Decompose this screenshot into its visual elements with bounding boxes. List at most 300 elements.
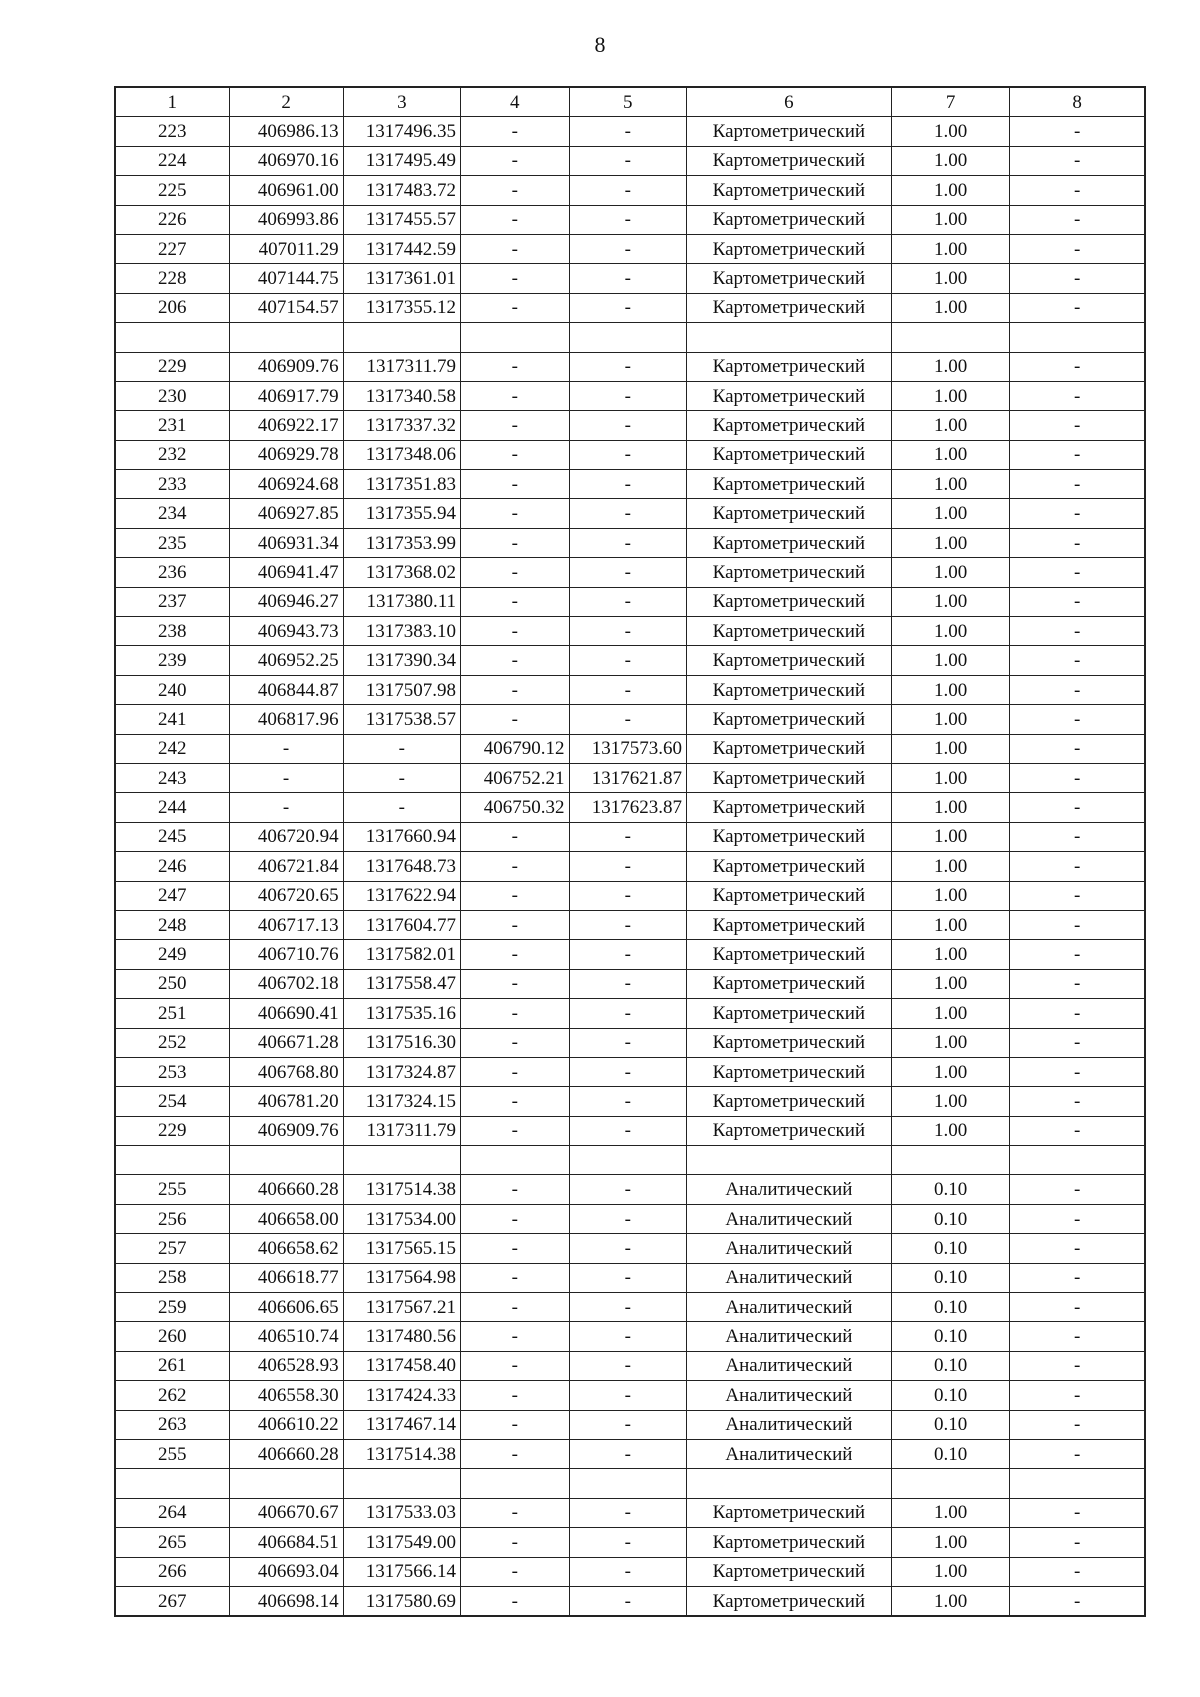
method-cell: Аналитический	[686, 1381, 891, 1410]
note-cell: -	[1010, 293, 1145, 322]
table-row	[115, 1293, 1145, 1322]
accuracy-cell	[891, 323, 1010, 352]
y-coordinate-alt-cell: -	[569, 352, 686, 381]
table-row	[115, 763, 1145, 792]
separator-row	[115, 1146, 1145, 1175]
point-number-cell: 236	[115, 558, 229, 587]
note-cell: -	[1010, 969, 1145, 998]
x-coordinate-cell: -	[229, 793, 343, 822]
y-coordinate-cell: 1317534.00	[343, 1204, 460, 1233]
note-cell: -	[1010, 675, 1145, 704]
y-coordinate-alt-cell: -	[569, 999, 686, 1028]
y-coordinate-alt-cell: -	[569, 969, 686, 998]
x-coordinate-cell: 406720.65	[229, 881, 343, 910]
method-cell: Картометрический	[686, 1528, 891, 1557]
accuracy-cell: 0.10	[891, 1293, 1010, 1322]
x-coordinate-alt-cell: 406790.12	[461, 734, 570, 763]
accuracy-cell: 1.00	[891, 1557, 1010, 1586]
y-coordinate-alt-cell: -	[569, 176, 686, 205]
accuracy-cell: 1.00	[891, 763, 1010, 792]
y-coordinate-alt-cell: -	[569, 705, 686, 734]
x-coordinate-alt-cell: -	[461, 822, 570, 851]
y-coordinate-alt-cell: -	[569, 617, 686, 646]
x-coordinate-alt-cell: -	[461, 352, 570, 381]
x-coordinate-cell: 406693.04	[229, 1557, 343, 1586]
accuracy-cell: 1.00	[891, 381, 1010, 410]
note-cell: -	[1010, 264, 1145, 293]
table-row	[115, 646, 1145, 675]
y-coordinate-cell	[343, 1469, 460, 1498]
method-cell: Картометрический	[686, 146, 891, 175]
accuracy-cell: 1.00	[891, 940, 1010, 969]
x-coordinate-cell: 406618.77	[229, 1263, 343, 1292]
y-coordinate-cell: 1317368.02	[343, 558, 460, 587]
table-row	[115, 587, 1145, 616]
accuracy-cell: 1.00	[891, 852, 1010, 881]
method-cell: Аналитический	[686, 1293, 891, 1322]
note-cell: -	[1010, 1586, 1145, 1616]
x-coordinate-cell: 407144.75	[229, 264, 343, 293]
x-coordinate-alt-cell: -	[461, 411, 570, 440]
point-number-cell: 248	[115, 910, 229, 939]
y-coordinate-alt-cell: -	[569, 381, 686, 410]
x-coordinate-cell: 406510.74	[229, 1322, 343, 1351]
y-coordinate-cell: 1317383.10	[343, 617, 460, 646]
accuracy-cell: 0.10	[891, 1381, 1010, 1410]
method-cell: Картометрический	[686, 499, 891, 528]
point-number-cell: 250	[115, 969, 229, 998]
y-coordinate-cell: 1317514.38	[343, 1175, 460, 1204]
table-row	[115, 940, 1145, 969]
method-cell: Аналитический	[686, 1322, 891, 1351]
accuracy-cell: 0.10	[891, 1234, 1010, 1263]
point-number-cell: 255	[115, 1175, 229, 1204]
accuracy-cell: 1.00	[891, 1057, 1010, 1086]
method-cell: Картометрический	[686, 558, 891, 587]
y-coordinate-cell: 1317324.87	[343, 1057, 460, 1086]
y-coordinate-alt-cell: -	[569, 264, 686, 293]
y-coordinate-cell: 1317353.99	[343, 528, 460, 557]
method-cell: Картометрический	[686, 587, 891, 616]
x-coordinate-alt-cell: -	[461, 705, 570, 734]
x-coordinate-alt-cell: -	[461, 1410, 570, 1439]
x-coordinate-cell	[229, 1146, 343, 1175]
accuracy-cell: 0.10	[891, 1410, 1010, 1439]
x-coordinate-alt-cell: -	[461, 499, 570, 528]
method-cell: Картометрический	[686, 1586, 891, 1616]
y-coordinate-alt-cell: -	[569, 146, 686, 175]
method-cell: Картометрический	[686, 1116, 891, 1145]
accuracy-cell: 0.10	[891, 1322, 1010, 1351]
x-coordinate-cell: 406528.93	[229, 1351, 343, 1380]
accuracy-cell: 1.00	[891, 910, 1010, 939]
accuracy-cell: 1.00	[891, 1528, 1010, 1557]
point-number-cell: 240	[115, 675, 229, 704]
point-number-cell: 228	[115, 264, 229, 293]
separator-row	[115, 1469, 1145, 1498]
x-coordinate-alt-cell: -	[461, 470, 570, 499]
y-coordinate-alt-cell	[569, 1146, 686, 1175]
x-coordinate-alt-cell: -	[461, 1381, 570, 1410]
method-cell: Картометрический	[686, 528, 891, 557]
x-coordinate-cell: 406702.18	[229, 969, 343, 998]
y-coordinate-cell: 1317648.73	[343, 852, 460, 881]
y-coordinate-alt-cell: -	[569, 1586, 686, 1616]
method-cell: Картометрический	[686, 1028, 891, 1057]
method-cell: Картометрический	[686, 705, 891, 734]
note-cell	[1010, 1146, 1145, 1175]
method-cell: Картометрический	[686, 999, 891, 1028]
point-number-cell: 206	[115, 293, 229, 322]
table-row	[115, 1028, 1145, 1057]
x-coordinate-alt-cell: -	[461, 1557, 570, 1586]
column-header: 6	[686, 87, 891, 117]
x-coordinate-alt-cell: 406752.21	[461, 763, 570, 792]
table-row	[115, 1057, 1145, 1086]
method-cell: Аналитический	[686, 1410, 891, 1439]
page-number: 8	[594, 32, 606, 57]
y-coordinate-alt-cell: -	[569, 1057, 686, 1086]
accuracy-cell: 1.00	[891, 293, 1010, 322]
point-number-cell: 245	[115, 822, 229, 851]
accuracy-cell: 1.00	[891, 734, 1010, 763]
note-cell: -	[1010, 470, 1145, 499]
note-cell: -	[1010, 528, 1145, 557]
x-coordinate-cell: 406660.28	[229, 1175, 343, 1204]
accuracy-cell	[891, 1146, 1010, 1175]
header-row	[115, 87, 1145, 117]
y-coordinate-cell	[343, 323, 460, 352]
note-cell: -	[1010, 411, 1145, 440]
y-coordinate-cell: 1317467.14	[343, 1410, 460, 1439]
y-coordinate-alt-cell: -	[569, 1498, 686, 1527]
point-number-cell: 235	[115, 528, 229, 557]
method-cell: Картометрический	[686, 411, 891, 440]
note-cell	[1010, 323, 1145, 352]
y-coordinate-alt-cell: -	[569, 528, 686, 557]
table-row	[115, 1116, 1145, 1145]
x-coordinate-alt-cell: -	[461, 617, 570, 646]
x-coordinate-cell: 406781.20	[229, 1087, 343, 1116]
method-cell: Картометрический	[686, 1087, 891, 1116]
point-number-cell: 263	[115, 1410, 229, 1439]
y-coordinate-alt-cell: -	[569, 587, 686, 616]
y-coordinate-cell: 1317380.11	[343, 587, 460, 616]
y-coordinate-alt-cell: -	[569, 499, 686, 528]
method-cell: Картометрический	[686, 293, 891, 322]
method-cell: Картометрический	[686, 440, 891, 469]
point-number-cell: 230	[115, 381, 229, 410]
method-cell: Аналитический	[686, 1234, 891, 1263]
x-coordinate-alt-cell: -	[461, 852, 570, 881]
accuracy-cell: 0.10	[891, 1351, 1010, 1380]
table-row	[115, 440, 1145, 469]
x-coordinate-cell: 406970.16	[229, 146, 343, 175]
table-row	[115, 1322, 1145, 1351]
table-row	[115, 734, 1145, 763]
method-cell: Картометрический	[686, 675, 891, 704]
x-coordinate-alt-cell: -	[461, 1204, 570, 1233]
coordinates-table	[114, 86, 1146, 1617]
note-cell: -	[1010, 352, 1145, 381]
note-cell: -	[1010, 793, 1145, 822]
point-number-cell: 247	[115, 881, 229, 910]
accuracy-cell: 1.00	[891, 205, 1010, 234]
x-coordinate-cell: 406941.47	[229, 558, 343, 587]
table-row	[115, 558, 1145, 587]
table-row	[115, 234, 1145, 263]
x-coordinate-alt-cell: -	[461, 675, 570, 704]
table-row	[115, 675, 1145, 704]
x-coordinate-cell: 406986.13	[229, 117, 343, 146]
point-number-cell: 237	[115, 587, 229, 616]
accuracy-cell	[891, 1469, 1010, 1498]
y-coordinate-alt-cell	[569, 323, 686, 352]
y-coordinate-cell: 1317355.94	[343, 499, 460, 528]
x-coordinate-alt-cell: -	[461, 381, 570, 410]
x-coordinate-alt-cell: -	[461, 1528, 570, 1557]
x-coordinate-cell	[229, 1469, 343, 1498]
method-cell: Картометрический	[686, 117, 891, 146]
accuracy-cell: 1.00	[891, 440, 1010, 469]
y-coordinate-alt-cell: -	[569, 558, 686, 587]
note-cell: -	[1010, 1351, 1145, 1380]
note-cell: -	[1010, 1293, 1145, 1322]
x-coordinate-cell: 406658.62	[229, 1234, 343, 1263]
table-row	[115, 1586, 1145, 1616]
y-coordinate-alt-cell: -	[569, 1439, 686, 1468]
point-number-cell	[115, 323, 229, 352]
x-coordinate-alt-cell: -	[461, 910, 570, 939]
x-coordinate-cell: 406710.76	[229, 940, 343, 969]
x-coordinate-alt-cell: -	[461, 1087, 570, 1116]
note-cell: -	[1010, 1439, 1145, 1468]
x-coordinate-alt-cell: -	[461, 293, 570, 322]
accuracy-cell: 1.00	[891, 675, 1010, 704]
x-coordinate-alt-cell: -	[461, 528, 570, 557]
accuracy-cell: 1.00	[891, 617, 1010, 646]
y-coordinate-cell: 1317566.14	[343, 1557, 460, 1586]
point-number-cell: 262	[115, 1381, 229, 1410]
y-coordinate-alt-cell: -	[569, 117, 686, 146]
point-number-cell: 259	[115, 1293, 229, 1322]
table-row	[115, 470, 1145, 499]
y-coordinate-cell: 1317567.21	[343, 1293, 460, 1322]
y-coordinate-cell: 1317324.15	[343, 1087, 460, 1116]
x-coordinate-alt-cell	[461, 1146, 570, 1175]
point-number-cell: 256	[115, 1204, 229, 1233]
y-coordinate-alt-cell: -	[569, 440, 686, 469]
point-number-cell: 254	[115, 1087, 229, 1116]
point-number-cell: 229	[115, 352, 229, 381]
point-number-cell: 251	[115, 999, 229, 1028]
table-row	[115, 1528, 1145, 1557]
y-coordinate-alt-cell: 1317573.60	[569, 734, 686, 763]
x-coordinate-cell: 406927.85	[229, 499, 343, 528]
point-number-cell: 264	[115, 1498, 229, 1527]
note-cell: -	[1010, 1116, 1145, 1145]
accuracy-cell: 1.00	[891, 1087, 1010, 1116]
point-number-cell: 258	[115, 1263, 229, 1292]
y-coordinate-cell: 1317483.72	[343, 176, 460, 205]
x-coordinate-cell: 407154.57	[229, 293, 343, 322]
accuracy-cell: 1.00	[891, 793, 1010, 822]
x-coordinate-alt-cell: -	[461, 881, 570, 910]
x-coordinate-cell: 406690.41	[229, 999, 343, 1028]
y-coordinate-cell: 1317480.56	[343, 1322, 460, 1351]
note-cell: -	[1010, 881, 1145, 910]
note-cell: -	[1010, 1028, 1145, 1057]
note-cell: -	[1010, 910, 1145, 939]
method-cell: Картометрический	[686, 646, 891, 675]
table-row	[115, 381, 1145, 410]
x-coordinate-alt-cell: -	[461, 264, 570, 293]
x-coordinate-alt-cell: -	[461, 587, 570, 616]
method-cell: Картометрический	[686, 617, 891, 646]
accuracy-cell: 0.10	[891, 1439, 1010, 1468]
y-coordinate-alt-cell: -	[569, 1204, 686, 1233]
table-row	[115, 264, 1145, 293]
method-cell: Картометрический	[686, 1557, 891, 1586]
accuracy-cell: 1.00	[891, 822, 1010, 851]
note-cell: -	[1010, 1263, 1145, 1292]
table-row	[115, 1557, 1145, 1586]
accuracy-cell: 1.00	[891, 999, 1010, 1028]
accuracy-cell: 1.00	[891, 499, 1010, 528]
accuracy-cell: 1.00	[891, 234, 1010, 263]
accuracy-cell: 1.00	[891, 470, 1010, 499]
y-coordinate-cell: 1317311.79	[343, 352, 460, 381]
point-number-cell: 243	[115, 763, 229, 792]
table-row	[115, 1351, 1145, 1380]
method-cell	[686, 1146, 891, 1175]
accuracy-cell: 1.00	[891, 969, 1010, 998]
point-number-cell: 231	[115, 411, 229, 440]
point-number-cell: 223	[115, 117, 229, 146]
x-coordinate-alt-cell: -	[461, 205, 570, 234]
x-coordinate-cell: 406606.65	[229, 1293, 343, 1322]
x-coordinate-alt-cell: -	[461, 940, 570, 969]
table-row	[115, 1087, 1145, 1116]
note-cell: -	[1010, 822, 1145, 851]
accuracy-cell: 0.10	[891, 1175, 1010, 1204]
y-coordinate-cell: 1317340.58	[343, 381, 460, 410]
table-row	[115, 205, 1145, 234]
x-coordinate-cell: 406909.76	[229, 352, 343, 381]
x-coordinate-alt-cell: -	[461, 1234, 570, 1263]
point-number-cell: 260	[115, 1322, 229, 1351]
table-row	[115, 969, 1145, 998]
accuracy-cell: 1.00	[891, 1116, 1010, 1145]
x-coordinate-cell: 406817.96	[229, 705, 343, 734]
method-cell: Картометрический	[686, 969, 891, 998]
point-number-cell: 257	[115, 1234, 229, 1263]
point-number-cell: 226	[115, 205, 229, 234]
x-coordinate-cell: 406698.14	[229, 1586, 343, 1616]
y-coordinate-alt-cell: -	[569, 1293, 686, 1322]
y-coordinate-alt-cell: -	[569, 1028, 686, 1057]
table-row	[115, 1498, 1145, 1527]
note-cell: -	[1010, 176, 1145, 205]
x-coordinate-cell: 406670.67	[229, 1498, 343, 1527]
y-coordinate-alt-cell: -	[569, 1116, 686, 1145]
method-cell	[686, 1469, 891, 1498]
x-coordinate-cell: 407011.29	[229, 234, 343, 263]
x-coordinate-alt-cell	[461, 323, 570, 352]
y-coordinate-alt-cell: -	[569, 293, 686, 322]
y-coordinate-alt-cell: -	[569, 411, 686, 440]
x-coordinate-alt-cell: -	[461, 969, 570, 998]
point-number-cell: 252	[115, 1028, 229, 1057]
note-cell: -	[1010, 999, 1145, 1028]
x-coordinate-cell: 406952.25	[229, 646, 343, 675]
method-cell: Картометрический	[686, 176, 891, 205]
x-coordinate-cell: 406721.84	[229, 852, 343, 881]
y-coordinate-alt-cell: -	[569, 852, 686, 881]
x-coordinate-alt-cell: -	[461, 558, 570, 587]
note-cell: -	[1010, 1175, 1145, 1204]
table-row	[115, 705, 1145, 734]
column-header: 4	[461, 87, 570, 117]
x-coordinate-cell: 406558.30	[229, 1381, 343, 1410]
point-number-cell: 238	[115, 617, 229, 646]
x-coordinate-alt-cell: -	[461, 646, 570, 675]
x-coordinate-alt-cell: -	[461, 440, 570, 469]
accuracy-cell: 1.00	[891, 146, 1010, 175]
accuracy-cell: 0.10	[891, 1204, 1010, 1233]
y-coordinate-cell: 1317458.40	[343, 1351, 460, 1380]
table-row	[115, 822, 1145, 851]
note-cell: -	[1010, 558, 1145, 587]
method-cell: Картометрический	[686, 763, 891, 792]
table-row	[115, 1234, 1145, 1263]
note-cell: -	[1010, 646, 1145, 675]
x-coordinate-alt-cell: -	[461, 1057, 570, 1086]
point-number-cell: 241	[115, 705, 229, 734]
method-cell: Картометрический	[686, 234, 891, 263]
x-coordinate-alt-cell: -	[461, 1498, 570, 1527]
y-coordinate-cell: 1317455.57	[343, 205, 460, 234]
x-coordinate-cell: 406929.78	[229, 440, 343, 469]
note-cell: -	[1010, 1557, 1145, 1586]
x-coordinate-alt-cell: -	[461, 1263, 570, 1292]
table-row	[115, 1410, 1145, 1439]
method-cell: Картометрический	[686, 352, 891, 381]
point-number-cell: 249	[115, 940, 229, 969]
y-coordinate-alt-cell: -	[569, 675, 686, 704]
method-cell: Картометрический	[686, 734, 891, 763]
x-coordinate-cell: 406684.51	[229, 1528, 343, 1557]
point-number-cell: 265	[115, 1528, 229, 1557]
accuracy-cell: 1.00	[891, 352, 1010, 381]
table-row	[115, 499, 1145, 528]
method-cell: Картометрический	[686, 205, 891, 234]
x-coordinate-cell: 406993.86	[229, 205, 343, 234]
x-coordinate-cell: -	[229, 734, 343, 763]
point-number-cell: 229	[115, 1116, 229, 1145]
y-coordinate-alt-cell: -	[569, 1322, 686, 1351]
note-cell: -	[1010, 381, 1145, 410]
method-cell: Картометрический	[686, 1498, 891, 1527]
y-coordinate-cell: 1317582.01	[343, 940, 460, 969]
method-cell: Картометрический	[686, 881, 891, 910]
table-row	[115, 146, 1145, 175]
point-number-cell: 261	[115, 1351, 229, 1380]
y-coordinate-cell: 1317424.33	[343, 1381, 460, 1410]
x-coordinate-alt-cell: -	[461, 176, 570, 205]
note-cell: -	[1010, 1204, 1145, 1233]
point-number-cell: 266	[115, 1557, 229, 1586]
